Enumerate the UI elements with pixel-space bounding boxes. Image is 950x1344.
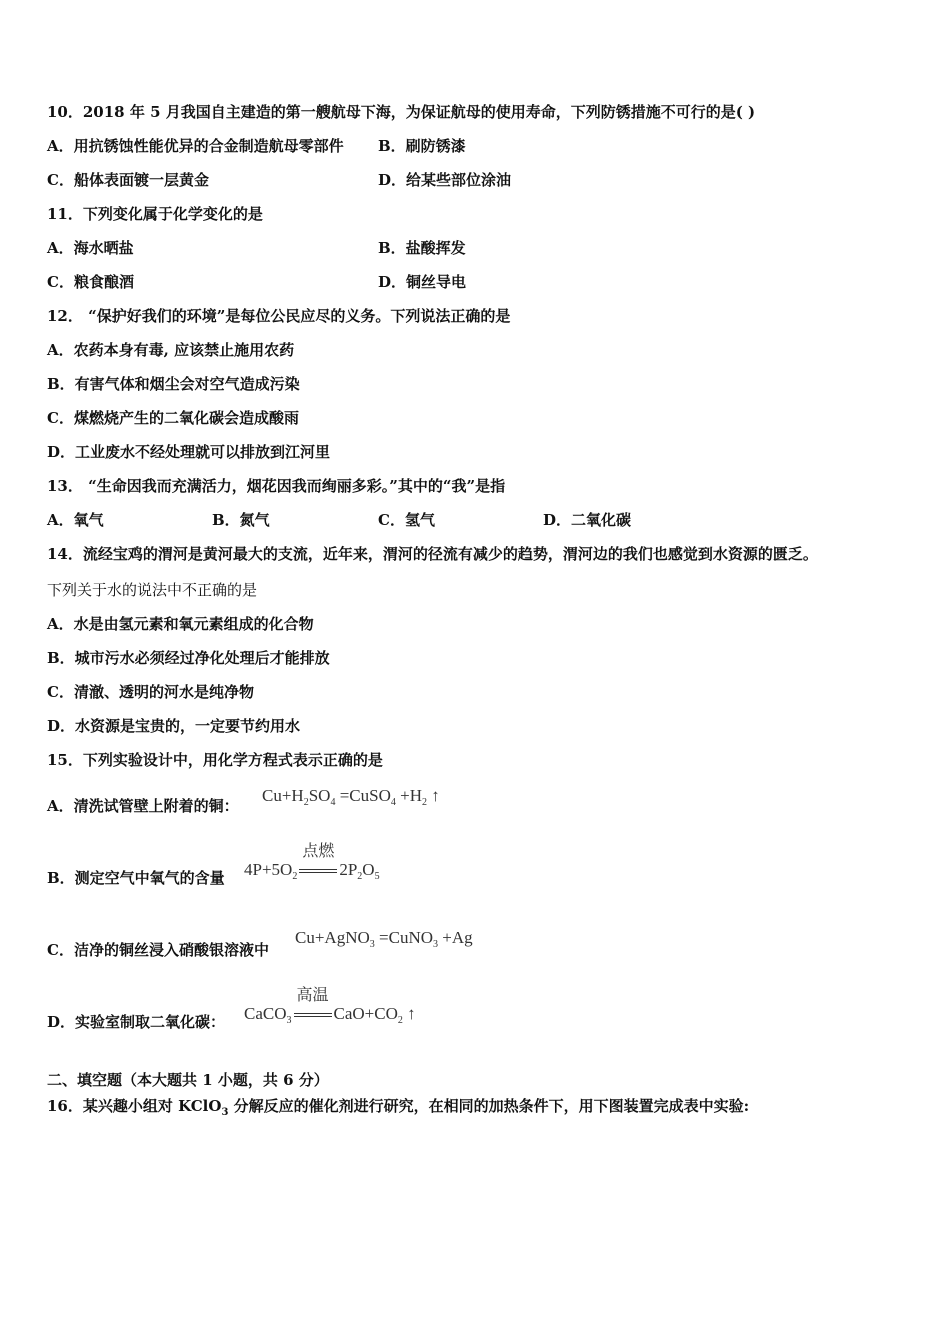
question-13-option-d: D．二氧化碳: [543, 511, 632, 529]
equation-b: $4P+5O_2$ 点燃 $2P_2O_5$: [244, 843, 380, 882]
question-13-stem: 13． “生命因我而充满活力，烟花因我而绚丽多彩。”其中的“我”是指: [47, 477, 506, 495]
question-15-option-b: B．测定空气中氧气的含量: [47, 869, 225, 887]
question-10-option-c: C．船体表面镀一层黄金: [47, 171, 209, 189]
equation-c: Cu+AgNO$_3$ =CuNO$_3$ +Ag: [295, 928, 473, 950]
question-15-option-c: C．洁净的铜丝浸入硝酸银溶液中: [47, 941, 269, 959]
question-12-option-c: C．煤燃烧产生的二氧化碳会造成酸雨: [47, 409, 299, 427]
question-10-option-b: B．刷防锈漆: [378, 137, 466, 155]
equation-d: CaCO$_3$ 高温 $CaO+CO_2$ ↑: [244, 987, 416, 1026]
question-11-option-a: A．海水晒盐: [47, 239, 134, 257]
question-14-option-c: C．清澈、透明的河水是纯净物: [47, 683, 254, 701]
question-11-option-b: B．盐酸挥发: [378, 239, 466, 257]
question-14-option-b: B．城市污水必须经过净化处理后才能排放: [47, 649, 330, 667]
question-13-option-c: C．氢气: [378, 511, 435, 529]
question-16-stem: 16．某兴趣小组对 KClO$_3$ 分解反应的催化剂进行研究，在相同的加热条件下，用下图装置完成表中实验:: [47, 1097, 750, 1118]
question-13-option-a: A．氧气: [47, 511, 104, 529]
question-10-option-d: D．给某些部位涂油: [378, 171, 512, 189]
question-12-option-d: D．工业废水不经处理就可以排放到江河里: [47, 443, 331, 461]
question-14-stem: 14．流经宝鸡的渭河是黄河最大的支流，近年来，渭河的径流有减少的趋势，渭河边的我们也感觉到水资源的匮乏。: [47, 545, 818, 563]
question-12-stem: 12． “保护好我们的环境”是每位公民应尽的义务。下列说法正确的是: [47, 307, 511, 325]
question-11-stem: 11．下列变化属于化学变化的是: [47, 205, 263, 223]
reaction-condition-ignite: 点燃: [299, 860, 337, 880]
question-12-option-a: A．农药本身有毒, 应该禁止施用农药: [47, 341, 295, 359]
question-14-option-d: D．水资源是宝贵的，一定要节约用水: [47, 717, 301, 735]
question-10-stem: 10．2018 年 5 月我国自主建造的第一艘航母下海，为保证航母的使用寿命，下列防锈措施不可行的是( ): [47, 103, 756, 121]
question-15-option-d: D．实验室制取二氧化碳：: [47, 1013, 226, 1031]
question-14-option-a: A．水是由氢元素和氧元素组成的化合物: [47, 615, 314, 633]
question-11-option-d: D．铜丝导电: [378, 273, 467, 291]
question-15-option-a: A．清洗试管壁上附着的铜：: [47, 797, 239, 815]
question-14-stem-continued: 下列关于水的说法中不正确的是: [47, 581, 258, 599]
reaction-condition-high-temp: 高温: [294, 1004, 332, 1024]
equation-a: $Cu+H_2SO_4$ =CuSO$_4$ $+H_2$ ↑: [262, 786, 440, 808]
question-10-option-a: A．用抗锈蚀性能优异的合金制造航母零部件: [47, 137, 344, 155]
question-15-stem: 15．下列实验设计中，用化学方程式表示正确的是: [47, 751, 383, 769]
section-heading-fill-in: 二、填空题（本大题共 1 小题，共 6 分）: [47, 1071, 329, 1089]
question-12-option-b: B．有害气体和烟尘会对空气造成污染: [47, 375, 300, 393]
question-11-option-c: C．粮食酿酒: [47, 273, 134, 291]
question-13-option-b: B．氮气: [212, 511, 270, 529]
